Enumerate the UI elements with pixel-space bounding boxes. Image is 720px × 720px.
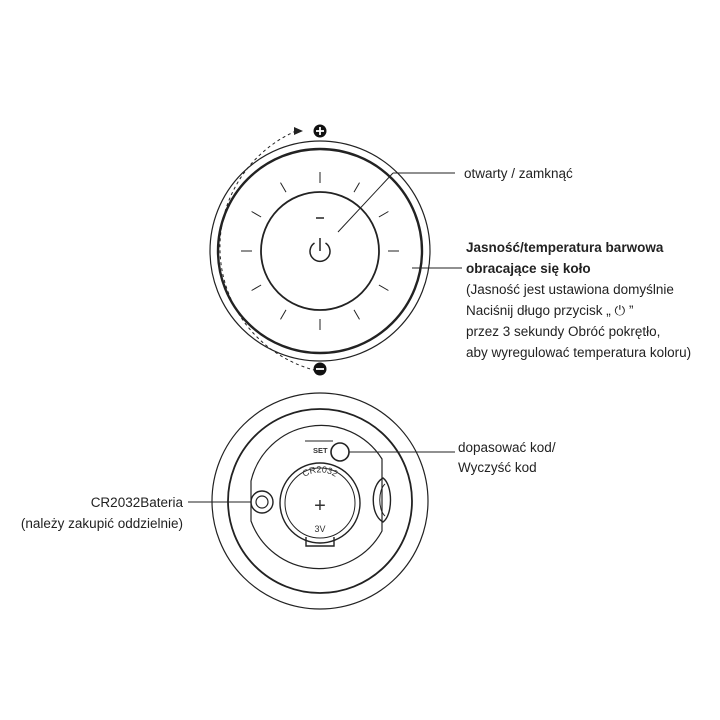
label-power: otwarty / zamknąć	[464, 166, 573, 181]
label-wheel-title-2: obracające się koło	[466, 261, 591, 276]
leader-power	[338, 173, 393, 232]
dial-tick	[379, 212, 389, 218]
dial-tick	[252, 285, 262, 291]
label-battery-2: (należy zakupić oddzielnie)	[20, 516, 183, 531]
set-button-circle	[331, 443, 349, 461]
dial-tick	[281, 183, 287, 193]
battery-model-label: CR2032	[300, 464, 340, 479]
plus-circle-icon	[314, 125, 327, 138]
screw-inner	[256, 496, 268, 508]
label-wheel-desc-1: (Jasność jest ustawiona domyślnie	[466, 282, 674, 297]
dial-tick	[354, 183, 360, 193]
dial-tick	[354, 310, 360, 320]
label-set-2: Wyczyść kod	[458, 460, 537, 475]
label-wheel-desc-3: przez 3 sekundy Obróć pokrętło,	[466, 324, 661, 339]
battery-plus-sign: +	[314, 495, 326, 517]
dial-tick	[379, 285, 389, 291]
battery-voltage-label: 3V	[314, 524, 326, 534]
screw-outer	[251, 491, 273, 513]
minus-circle-icon	[314, 363, 327, 376]
power-icon	[310, 238, 330, 261]
label-wheel-desc-2: Naciśnij długo przycisk „ ⏻ ”	[466, 303, 634, 318]
set-button-label: SET	[313, 446, 328, 455]
label-battery-1: CR2032Bateria	[90, 495, 183, 510]
rotation-arrowhead	[294, 127, 303, 135]
dial-tick	[252, 212, 262, 218]
label-wheel-title-1: Jasność/temperatura barwowa	[466, 240, 664, 255]
label-set-1: dopasować kod/	[458, 440, 556, 455]
dial-tick	[281, 310, 287, 320]
rotation-arc	[220, 131, 318, 371]
label-wheel-desc-4: aby wyregulować temperatura koloru)	[466, 345, 692, 360]
